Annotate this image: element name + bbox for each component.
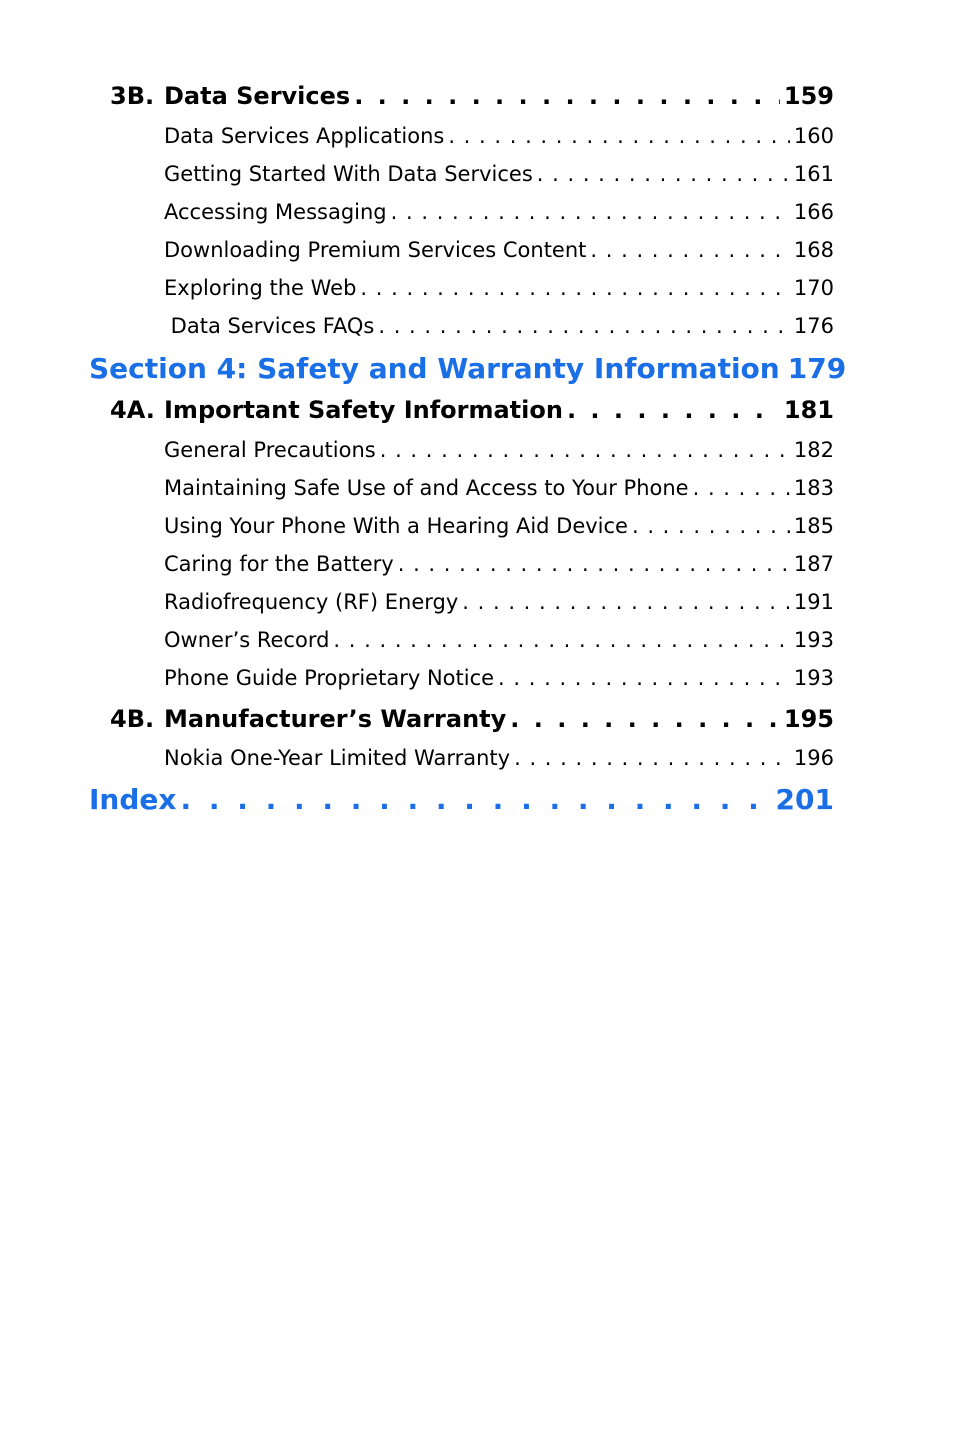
dot-leader (632, 514, 790, 538)
chapter-number: 4A. (110, 396, 155, 424)
page-number: 195 (783, 705, 834, 733)
page-number: 161 (793, 162, 834, 186)
dot-leader (333, 628, 789, 652)
toc-entry[interactable] (0, 628, 834, 652)
page-number: 185 (793, 514, 834, 538)
page-number: 191 (793, 590, 834, 614)
chapter-title: Important Safety Information (164, 396, 563, 424)
dot-leader (398, 552, 790, 576)
dot-leader (380, 438, 790, 462)
dot-leader (498, 666, 790, 690)
page-number: 183 (793, 476, 834, 500)
page-number: 159 (783, 82, 834, 110)
toc-entry[interactable] (0, 162, 834, 186)
chapter-title: Manufacturer’s Warranty (164, 705, 507, 733)
dot-leader (462, 590, 790, 614)
toc-entry[interactable] (0, 590, 834, 614)
entry-title: Caring for the Battery (164, 552, 394, 576)
entry-title: Owner’s Record (164, 628, 330, 652)
page-number: 170 (793, 276, 834, 300)
entry-title: Downloading Premium Services Content (164, 238, 587, 262)
toc-entry[interactable] (0, 200, 834, 224)
entry-title: Data Services Applications (164, 124, 445, 148)
page-number: 193 (793, 628, 834, 652)
page-number: 181 (783, 396, 834, 424)
dot-leader (448, 124, 790, 148)
toc-entry[interactable] (0, 238, 834, 262)
toc-entry[interactable] (0, 314, 834, 338)
dot-leader (354, 82, 780, 110)
entry-title: Nokia One-Year Limited Warranty (164, 746, 511, 770)
toc-entry[interactable] (0, 514, 834, 538)
toc-chapter-4a[interactable] (0, 396, 834, 424)
page-number: 196 (793, 746, 834, 770)
entry-title: Maintaining Safe Use of and Access to Your Phone (164, 476, 689, 500)
dot-leader (180, 783, 771, 816)
dot-leader (391, 200, 790, 224)
toc-entry[interactable] (0, 476, 834, 500)
page-number: 179 (787, 352, 847, 385)
toc-index[interactable] (0, 783, 834, 816)
dot-leader (537, 162, 790, 186)
chapter-title: Data Services (164, 82, 351, 110)
toc-chapter-3b[interactable] (0, 82, 834, 110)
dot-leader (510, 705, 780, 733)
section-title: Index (89, 783, 177, 816)
page-number: 166 (793, 200, 834, 224)
toc-entry[interactable] (0, 746, 834, 770)
toc-entry[interactable] (0, 124, 834, 148)
section-title: Section 4: Safety and Warranty Information (89, 352, 780, 385)
page-number: 176 (793, 314, 834, 338)
entry-title: Accessing Messaging (164, 200, 387, 224)
entry-title: General Precautions (164, 438, 376, 462)
toc-entry[interactable] (0, 552, 834, 576)
page-number: 201 (775, 783, 834, 816)
dot-leader (378, 314, 790, 338)
entry-title: Getting Started With Data Services (164, 162, 533, 186)
entry-title: Radiofrequency (RF) Energy (164, 590, 459, 614)
dot-leader (360, 276, 789, 300)
chapter-number: 4B. (110, 705, 155, 733)
entry-title: Exploring the Web (164, 276, 357, 300)
dot-leader (693, 476, 790, 500)
dot-leader (514, 746, 790, 770)
chapter-number: 3B. (110, 82, 155, 110)
toc-entry[interactable] (0, 276, 834, 300)
page-number: 187 (793, 552, 834, 576)
page-number: 160 (793, 124, 834, 148)
entry-title: Using Your Phone With a Hearing Aid Device (164, 514, 628, 538)
toc-chapter-4b[interactable] (0, 705, 834, 733)
dot-leader (567, 396, 780, 424)
toc-entry[interactable] (0, 438, 834, 462)
toc-section-4[interactable] (0, 352, 847, 385)
entry-title: Data Services FAQs (164, 314, 375, 338)
page-number: 193 (793, 666, 834, 690)
dot-leader (590, 238, 790, 262)
page-number: 182 (793, 438, 834, 462)
page-number: 168 (793, 238, 834, 262)
entry-title: Phone Guide Proprietary Notice (164, 666, 495, 690)
toc-entry[interactable] (0, 666, 834, 690)
